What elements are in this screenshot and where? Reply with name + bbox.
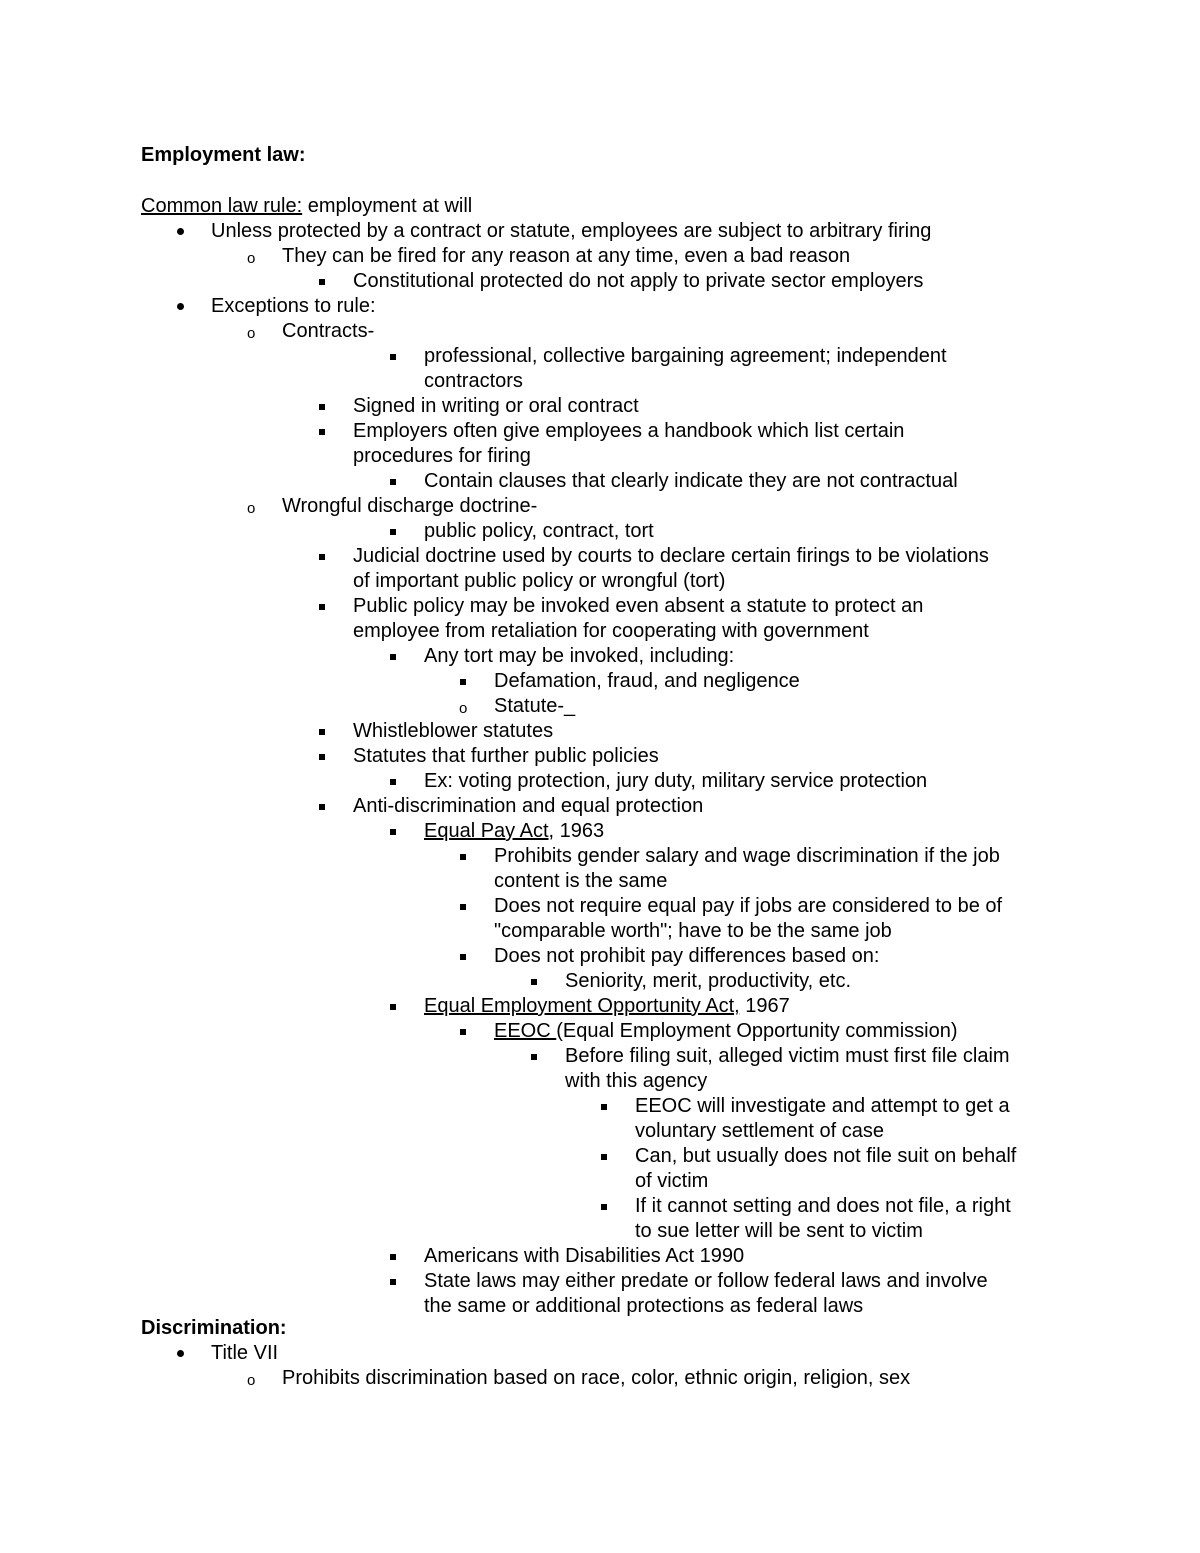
list-item-body: Unless protected by a contract or statute, employees are subject to arbitrary firing [211, 220, 932, 242]
list-item-text [424, 1244, 744, 1269]
list-item-text [494, 669, 800, 694]
common-law-rule-line [141, 194, 472, 219]
list-item-text [635, 1169, 708, 1194]
list-item-body: of victim [635, 1170, 709, 1192]
list-item-body: (Equal Employment Opportunity commission) [556, 1020, 958, 1042]
list-item-body: Statute-_ [494, 695, 576, 717]
square-bullet-icon [390, 779, 396, 785]
list-item-text [635, 1194, 1011, 1219]
list-item-body: , 1963 [548, 820, 605, 842]
list-item-text [424, 1269, 988, 1294]
square-bullet-icon [390, 1004, 396, 1010]
square-bullet-icon [319, 404, 325, 410]
list-item-body: Contracts- [282, 320, 375, 342]
underlined-term: Equal Pay Act [424, 820, 549, 842]
list-item-body: "comparable worth"; have to be the same job [494, 920, 892, 942]
list-item-body: Prohibits discrimination based on race, color, ethnic origin, religion, sex [282, 1367, 911, 1389]
list-item-text [565, 1044, 1010, 1069]
list-item-body: contractors [424, 370, 523, 392]
square-bullet-icon [390, 1279, 396, 1285]
square-bullet-icon [460, 679, 466, 685]
list-item-body: Before filing suit, alleged victim must first file claim [565, 1045, 1010, 1067]
hollow-bullet-icon: o [247, 500, 256, 517]
list-item-body: Wrongful discharge doctrine- [282, 495, 538, 517]
square-bullet-icon [390, 479, 396, 485]
square-bullet-icon [319, 604, 325, 610]
list-item-text [353, 419, 904, 444]
list-item-text [565, 969, 851, 994]
list-item-body: Seniority, merit, productivity, etc. [565, 970, 852, 992]
underlined-term: Equal Employment Opportunity Act, [424, 995, 740, 1017]
list-item-body: Contain clauses that clearly indicate they are not contractual [424, 470, 958, 492]
list-item-text [635, 1119, 884, 1144]
list-item-text [282, 319, 374, 344]
list-item-body: Employers often give employees a handbook which list certain [353, 420, 905, 442]
list-item-body: public policy, contract, tort [424, 520, 654, 542]
list-item-text [424, 344, 947, 369]
list-item-body: Prohibits gender salary and wage discrimination if the job [494, 845, 1000, 867]
square-bullet-icon [460, 904, 466, 910]
list-item-body: content is the same [494, 870, 668, 892]
list-item-text [353, 744, 659, 769]
list-item-body: Defamation, fraud, and negligence [494, 670, 800, 692]
list-item-text [282, 494, 537, 519]
square-bullet-icon [601, 1104, 607, 1110]
square-bullet-icon [531, 1054, 537, 1060]
list-item-text [424, 1294, 863, 1319]
round-bullet-icon [177, 303, 184, 310]
list-item-text [424, 369, 523, 394]
hollow-bullet-icon: o [247, 325, 256, 342]
list-item-body: Does not require equal pay if jobs are considered to be of [494, 895, 1003, 917]
list-item-body: Does not prohibit pay differences based on: [494, 945, 880, 967]
square-bullet-icon [460, 954, 466, 960]
hollow-bullet-icon: o [459, 700, 468, 717]
list-item-text [211, 294, 376, 319]
list-item-text [424, 769, 927, 794]
list-item-body: Americans with Disabilities Act 1990 [424, 1245, 745, 1267]
list-item-text [353, 269, 923, 294]
common-law-rule-label: Common law rule: [141, 195, 303, 217]
list-item-body: They can be fired for any reason at any time, even a bad reason [282, 245, 851, 267]
hollow-bullet-icon: o [247, 1372, 256, 1389]
list-item-body: Public policy may be invoked even absent a statute to protect an [353, 595, 924, 617]
square-bullet-icon [319, 754, 325, 760]
list-item-body: Statutes that further public policies [353, 745, 659, 767]
list-item-body: Exceptions to rule: [211, 295, 376, 317]
list-item-text [494, 944, 879, 969]
square-bullet-icon [390, 654, 396, 660]
list-item-text [494, 919, 892, 944]
list-item-text [353, 544, 989, 569]
list-item-body: professional, collective bargaining agreement; independent [424, 345, 947, 367]
square-bullet-icon [390, 529, 396, 535]
list-item-text [494, 844, 1000, 869]
list-item-body: employee from retaliation for cooperating with government [353, 620, 869, 642]
list-item-body: Any tort may be invoked, including: [424, 645, 735, 667]
square-bullet-icon [390, 1254, 396, 1260]
discrimination-heading: Discrimination: [141, 1317, 287, 1339]
list-item-text [635, 1219, 923, 1244]
list-item-text [353, 569, 725, 594]
square-bullet-icon [319, 279, 325, 285]
list-item-body: procedures for firing [353, 445, 531, 467]
list-item-body: Judicial doctrine used by courts to declare certain firings to be violations [353, 545, 989, 567]
list-item-body: voluntary settlement of case [635, 1120, 885, 1142]
list-item-body: of important public policy or wrongful (tort) [353, 570, 726, 592]
list-item-text [494, 869, 667, 894]
round-bullet-icon [177, 1350, 184, 1357]
list-item-body: with this agency [565, 1070, 708, 1092]
list-item-text [494, 694, 575, 719]
list-item-body: EEOC will investigate and attempt to get a [635, 1095, 1010, 1117]
underlined-term: EEOC [494, 1020, 557, 1042]
list-item-body: Signed in writing or oral contract [353, 395, 639, 417]
square-bullet-icon [390, 354, 396, 360]
page-title: Employment law: [141, 144, 306, 166]
list-item-body: Title VII [211, 1342, 279, 1364]
list-item-body: Can, but usually does not file suit on behalf [635, 1145, 1017, 1167]
list-item-text [353, 394, 639, 419]
list-item-text [353, 444, 531, 469]
square-bullet-icon [601, 1154, 607, 1160]
square-bullet-icon [319, 554, 325, 560]
list-item-body: 1967 [739, 995, 790, 1017]
square-bullet-icon [531, 979, 537, 985]
list-item-body: the same or additional protections as federal laws [424, 1295, 864, 1317]
list-item-text [635, 1144, 1016, 1169]
list-item-text [211, 1341, 278, 1366]
square-bullet-icon [460, 854, 466, 860]
list-item-text [282, 1366, 910, 1391]
list-item-text [424, 519, 654, 544]
square-bullet-icon [319, 429, 325, 435]
list-item-body: Constitutional protected do not apply to private sector employers [353, 270, 924, 292]
hollow-bullet-icon: o [247, 250, 256, 267]
list-item-text [494, 1019, 958, 1044]
list-item-text [635, 1094, 1010, 1119]
list-item-text [424, 644, 734, 669]
list-item-text [494, 894, 1002, 919]
square-bullet-icon [601, 1204, 607, 1210]
square-bullet-icon [460, 1029, 466, 1035]
list-item-text [282, 244, 850, 269]
square-bullet-icon [319, 729, 325, 735]
list-item-body: to sue letter will be sent to victim [635, 1220, 923, 1242]
round-bullet-icon [177, 228, 184, 235]
list-item-text [424, 819, 604, 844]
list-item-text [424, 994, 790, 1019]
list-item-text [353, 719, 553, 744]
list-item-text [565, 1069, 707, 1094]
common-law-rule-value: employment at will [302, 195, 473, 217]
list-item-text [353, 794, 703, 819]
square-bullet-icon [319, 804, 325, 810]
list-item-text [353, 594, 923, 619]
list-item-body: Whistleblower statutes [353, 720, 554, 742]
list-item-body: State laws may either predate or follow federal laws and involve [424, 1270, 988, 1292]
list-item-text [211, 219, 931, 244]
list-item-text [353, 619, 869, 644]
list-item-body: Anti-discrimination and equal protection [353, 795, 704, 817]
list-item-text [424, 469, 958, 494]
list-item-body: Ex: voting protection, jury duty, military service protection [424, 770, 928, 792]
list-item-body: If it cannot setting and does not file, a right [635, 1195, 1011, 1217]
square-bullet-icon [390, 829, 396, 835]
